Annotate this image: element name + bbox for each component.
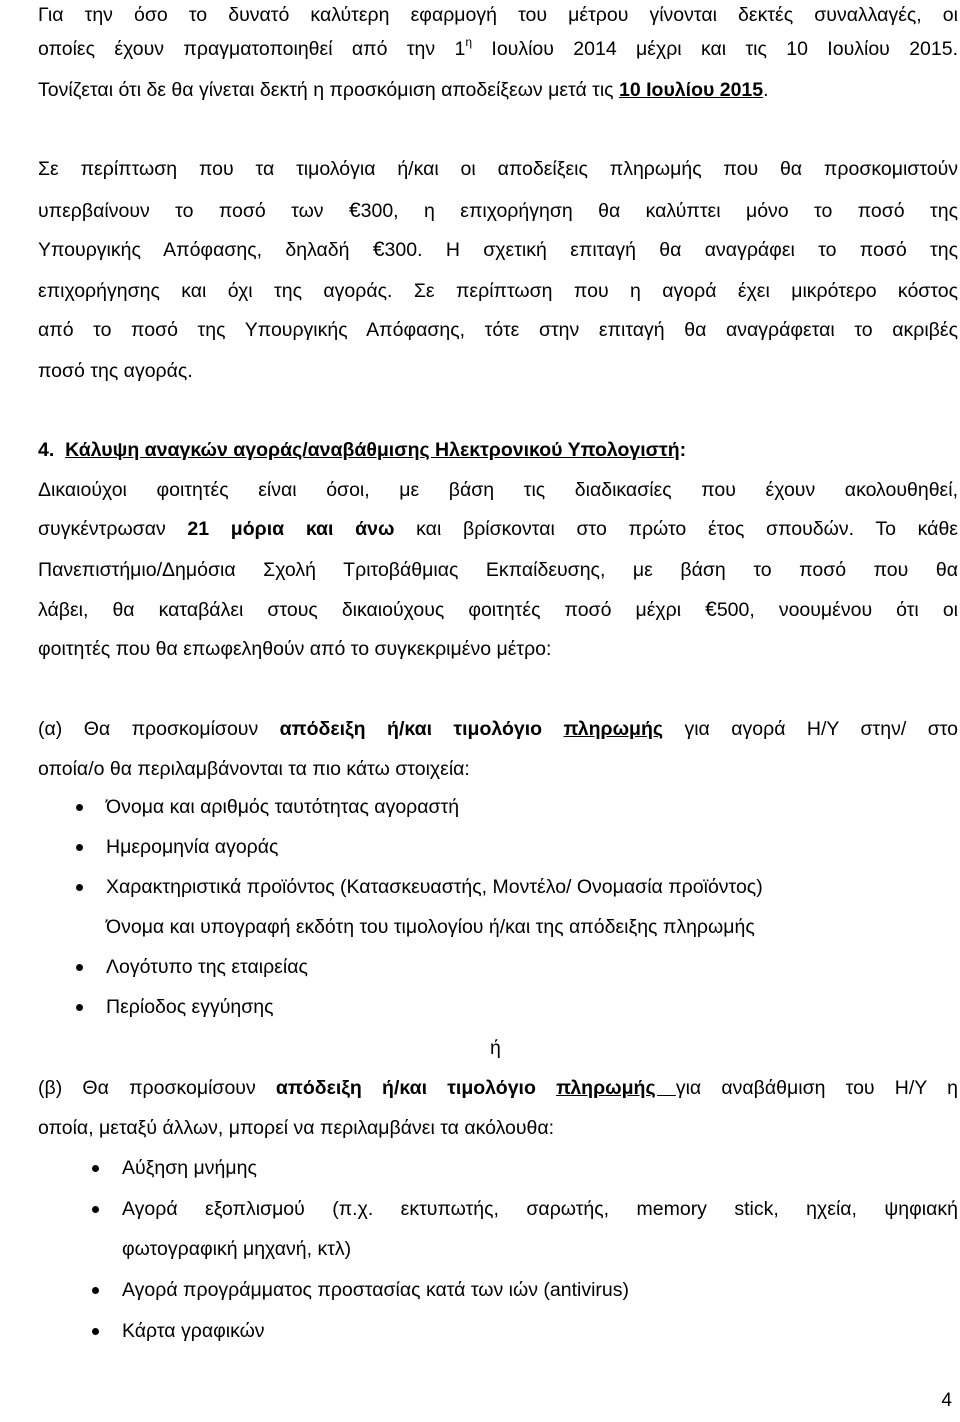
intro-text-3a: Τονίζεται ότι δε θα γίνεται δεκτή η προσκόμιση αποδείξεων μετά τις [38, 79, 620, 101]
para2-line-6 [38, 356, 958, 386]
section4-line-5 [38, 634, 958, 664]
bullet-icon [76, 844, 83, 851]
para2-text-2a: υπερβαίνουν το ποσό των [38, 200, 349, 222]
para2-line-5 [38, 315, 958, 345]
option-b-text-1e: για αναβάθμιση του Η/Υ η [675, 1077, 959, 1099]
option-a-text-1a: (α) Θα προσκομίσουν [38, 718, 280, 740]
section4-text-4a: λάβει, θα καταβάλει στους δικαιούχους φοιτητές ποσό μέχρι [38, 599, 706, 621]
section-4-heading [38, 435, 958, 465]
list-item [0, 832, 960, 872]
section4-text-3: Πανεπιστήμιο/Δημόσια Σχολή Τριτοβάθμιας Εκπαίδευσης, με βάση το ποσό που θα [38, 559, 958, 581]
section4-text-2a: συγκέντρωσαν [38, 518, 188, 540]
list-item-text: Κάρτα γραφικών [122, 1320, 265, 1342]
para2-text-4: επιχορήγησης και όχι της αγοράς. Σε περίπτωση που η αγορά έχει μικρότερο κόστος [38, 280, 958, 302]
bullet-icon [76, 1004, 83, 1011]
option-b-text-1a: (β) Θα προσκομίσουν [38, 1077, 276, 1099]
section-title: Κάλυψη αναγκών αγοράς/αναβάθμισης Ηλεκτρονικού Υπολογιστή [65, 439, 680, 461]
bullet-icon [76, 884, 83, 891]
intro-line-1 [38, 0, 958, 30]
section-colon: : [679, 439, 687, 461]
intro-text-2a: οποίες έχουν πραγματοποιηθεί από την 1 [38, 38, 466, 60]
list-item [0, 872, 960, 912]
list-item-text: Όνομα και υπογραφή εκδότη του τιμολογίου ή/και της απόδειξης πληρωμής [106, 916, 755, 938]
para2-text-3b: 300. Η σχετική επιταγή θα αναγράφει το ποσό της [384, 239, 958, 261]
euro-symbol: € [705, 598, 717, 621]
para2-line-1 [38, 154, 958, 184]
intro-line-2 [38, 34, 958, 64]
section4-line-1 [38, 475, 958, 505]
section4-text-5: φοιτητές που θα επωφεληθούν από το συγκεκριμένο μέτρο: [38, 638, 552, 660]
intro-text-1: Για την όσο το δυνατό καλύτερη εφαρμογή του μέτρου γίνονται δεκτές συναλλαγές, οι [38, 4, 958, 26]
intro-text-2b: Ιουλίου 2014 μέχρι και τις 10 Ιουλίου 2015. [472, 38, 958, 60]
list-item [0, 1153, 960, 1183]
section4-line-4 [38, 595, 958, 625]
para2-line-3 [38, 235, 958, 265]
option-a-payment: πληρωμής [563, 718, 664, 740]
list-item-text: Αγορά εξοπλισμού (π.χ. εκτυπωτής, σαρωτής, memory stick, ηχεία, ψηφιακή [122, 1198, 958, 1220]
para2-line-2 [38, 196, 958, 226]
superscript-eta: η [465, 35, 473, 49]
or-separator [490, 1033, 530, 1063]
list-item [0, 792, 960, 832]
section4-text-1: Δικαιούχοι φοιτητές είναι όσοι, με βάση τις διαδικασίες που έχουν ακολουθηθεί, [38, 479, 958, 501]
option-a-line-2 [38, 754, 958, 784]
section-number: 4. [38, 439, 55, 461]
bullet-icon [92, 1165, 99, 1172]
list-item [0, 1316, 960, 1346]
intro-line-3 [38, 75, 958, 105]
list-item-text: Περίοδος εγγύησης [106, 996, 274, 1018]
para2-text-5: από το ποσό της Υπουργικής Απόφασης, τότε στην επιταγή θα αναγράφεται το ακριβές [38, 319, 958, 341]
list-item [0, 912, 960, 952]
option-b-text-2: οποία, μεταξύ άλλων, μπορεί να περιλαμβάνει τα ακόλουθα: [38, 1117, 555, 1139]
section4-text-2c: και βρίσκονται στο πρώτο έτος σπουδών. Το κάθε [394, 518, 958, 540]
list-item-text: Όνομα και αριθμός ταυτότητας αγοραστή [106, 796, 460, 818]
bullet-icon [92, 1328, 99, 1335]
para2-text-6: ποσό της αγοράς. [38, 360, 193, 382]
option-a-bold: απόδειξη ή/και τιμολόγιο [279, 718, 543, 740]
section4-text-4b: 500, νοουμένου ότι οι [716, 599, 958, 621]
para2-line-4 [38, 276, 958, 306]
option-b-line-1 [38, 1073, 958, 1103]
list-item-text: Αύξηση μνήμης [122, 1157, 257, 1179]
list-item-text: Λογότυπο της εταιρείας [106, 956, 308, 978]
option-a-line-1 [38, 714, 958, 744]
bullet-icon [76, 804, 83, 811]
euro-symbol: € [348, 199, 361, 222]
bullet-icon [92, 1287, 99, 1294]
option-b-payment: πληρωμής [556, 1077, 676, 1099]
option-a-list [0, 792, 960, 1032]
euro-symbol: € [372, 238, 385, 261]
page-number: 4 [941, 1390, 952, 1411]
list-item [0, 992, 960, 1032]
list-item [0, 952, 960, 992]
list-item [0, 1275, 960, 1305]
space [536, 1077, 556, 1099]
deadline-date: 10 Ιουλίου 2015 [619, 79, 764, 101]
list-item-text: φωτογραφική μηχανή, κτλ) [122, 1238, 352, 1260]
para2-text-1: Σε περίπτωση που τα τιμολόγια ή/και οι αποδείξεις πληρωμής που θα προσκομιστούν [38, 158, 958, 180]
option-a-text-1e: για αγορά Η/Υ στην/ στο [663, 718, 959, 740]
space [542, 718, 563, 740]
bullet-icon [92, 1206, 99, 1213]
list-item-text: Χαρακτηριστικά προϊόντος (Κατασκευαστής, Μοντέλο/ Ονομασία προϊόντος) [106, 876, 763, 898]
bullet-icon [76, 964, 83, 971]
option-a-text-2: οποία/ο θα περιλαμβάνονται τα πιο κάτω στοιχεία: [38, 758, 470, 780]
intro-period: . [763, 79, 769, 101]
credits-threshold: 21 μόρια και άνω [187, 518, 395, 540]
option-b-line-2 [38, 1113, 958, 1143]
para2-text-2b: 300, η επιχορήγηση θα καλύπτει μόνο το ποσό της [360, 200, 958, 222]
para2-text-3a: Υπουργικής Απόφασης, δηλαδή [38, 239, 373, 261]
list-item [0, 1194, 960, 1224]
section4-line-3 [38, 555, 958, 585]
list-item-text: Αγορά προγράμματος προστασίας κατά των ιών (antivirus) [122, 1279, 629, 1301]
section4-line-2 [38, 514, 958, 544]
list-item-continuation [0, 1234, 960, 1264]
option-b-bold: απόδειξη ή/και τιμολόγιο [275, 1077, 536, 1099]
or-text: ή [490, 1037, 501, 1059]
list-item-text: Ημερομηνία αγοράς [106, 836, 279, 858]
